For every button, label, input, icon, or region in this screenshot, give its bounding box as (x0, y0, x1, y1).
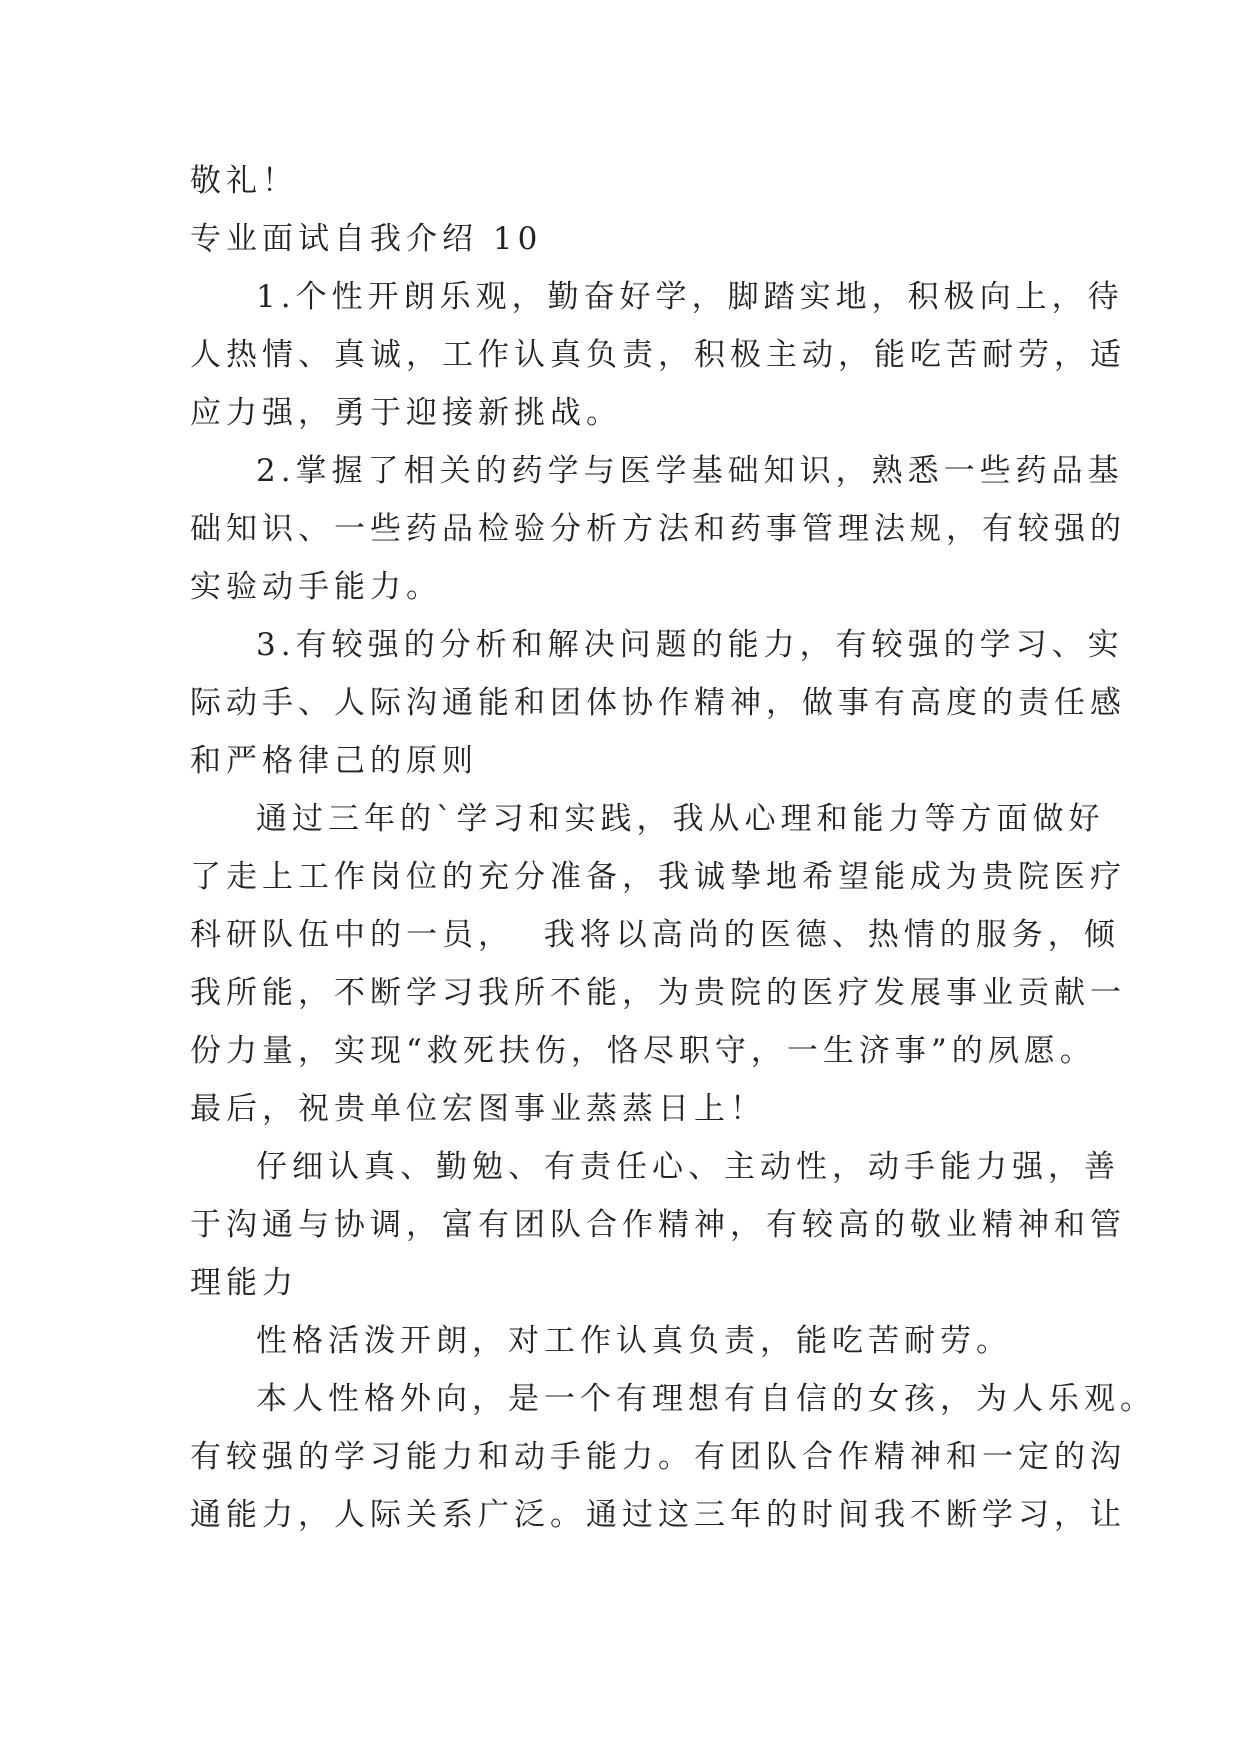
paragraph-line: 我所能，不断学习我所不能，为贵院的医疗发展事业贡献一 (190, 975, 1126, 1011)
paragraph-line: 人热情、真诚，工作认真负责，积极主动，能吃苦耐劳，适 (190, 337, 1126, 373)
paragraph-line: 最后，祝贵单位宏图事业蒸蒸日上！ (190, 1091, 766, 1127)
section-heading: 专业面试自我介绍 10 (190, 221, 543, 257)
paragraph-line: 通能力，人际关系广泛。通过这三年的时间我不断学习，让 (190, 1497, 1126, 1533)
paragraph-line: 实验动手能力。 (190, 569, 442, 605)
paragraph-line: 有较强的学习能力和动手能力。有团队合作精神和一定的沟 (190, 1439, 1126, 1475)
paragraph-line: 了走上工作岗位的充分准备，我诚挚地希望能成为贵院医疗 (190, 859, 1126, 895)
paragraph-line: 理能力 (190, 1265, 298, 1301)
paragraph-line: 科研队伍中的一员， 我将以高尚的医德、热情的服务，倾 (190, 917, 1120, 953)
paragraph-line: 通过三年的`学习和实践，我从心理和能力等方面做好 (256, 801, 1105, 837)
paragraph-line: 本人性格外向，是一个有理想有自信的女孩，为人乐观。 (256, 1381, 1156, 1417)
document-body (190, 152, 1156, 1544)
paragraph-line: 1.个性开朗乐观，勤奋好学，脚踏实地，积极向上，待 (256, 279, 1124, 315)
paragraph-line: 和严格律己的原则 (190, 743, 478, 779)
paragraph-line: 于沟通与协调，富有团队合作精神，有较高的敬业精神和管 (190, 1207, 1126, 1243)
paragraph-line: 应力强，勇于迎接新挑战。 (190, 395, 622, 431)
paragraph-line: 性格活泼开朗，对工作认真负责，能吃苦耐劳。 (256, 1323, 1012, 1359)
paragraph-line: 础知识、一些药品检验分析方法和药事管理法规，有较强的 (190, 511, 1126, 547)
paragraph-line: 仔细认真、勤勉、有责任心、主动性，动手能力强，善 (256, 1149, 1120, 1185)
paragraph-line: 份力量，实现“救死扶伤，恪尽职守，一生济事”的夙愿。 (190, 1033, 1096, 1069)
paragraph-line: 3.有较强的分析和解决问题的能力，有较强的学习、实 (256, 627, 1124, 663)
paragraph-line: 2.掌握了相关的药学与医学基础知识，熟悉一些药品基 (256, 453, 1124, 489)
paragraph-line: 际动手、人际沟通能和团体协作精神，做事有高度的责任感 (190, 685, 1126, 721)
closing-salutation: 敬礼！ (190, 163, 298, 199)
